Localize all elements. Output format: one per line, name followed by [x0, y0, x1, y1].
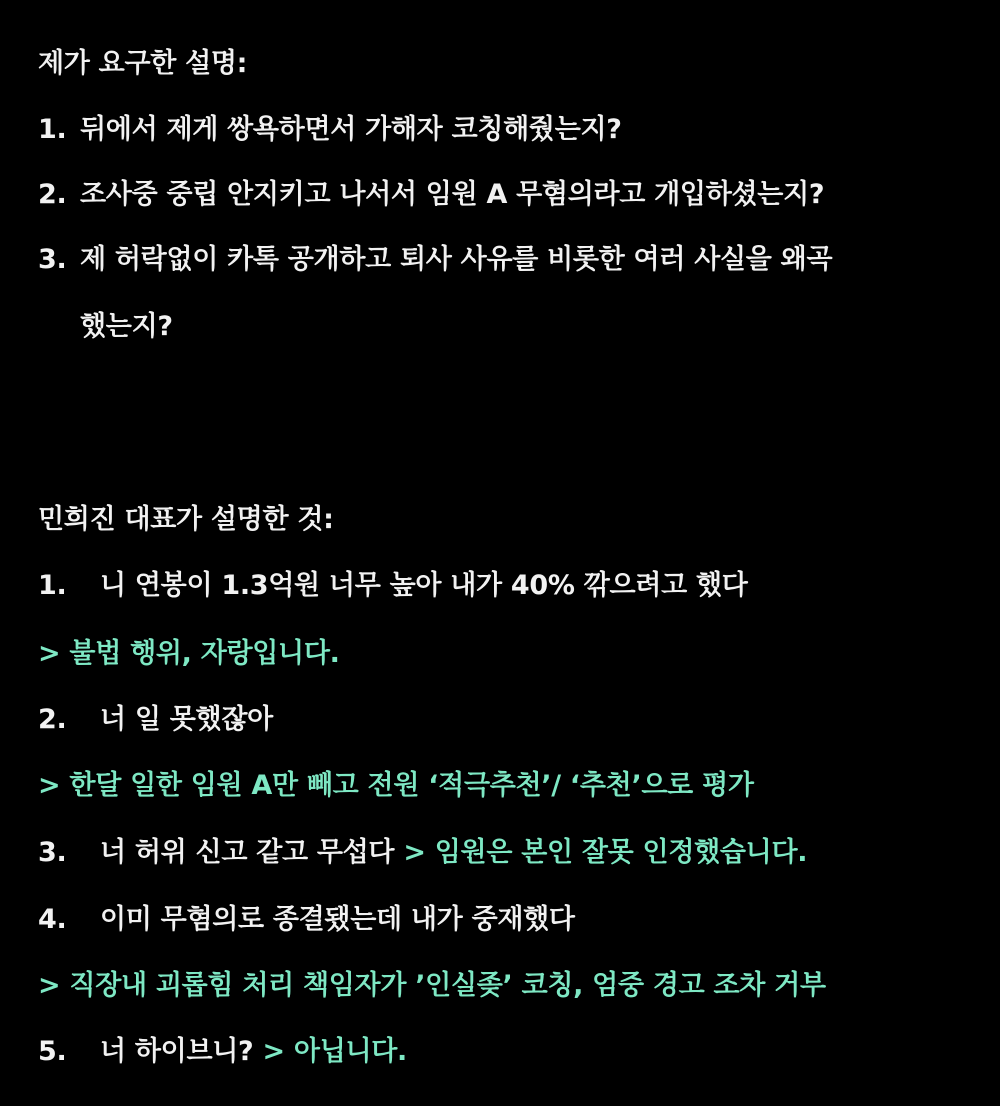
item-text: 뒤에서 제게 쌍욕하면서 가해자 코칭해줬는지? — [80, 114, 622, 145]
section2-reply-1: > 불법 행위, 자랑입니다. — [38, 638, 340, 669]
item-reply: > 아닙니다. — [262, 1036, 407, 1067]
item-text: 제 허락없이 카톡 공개하고 퇴사 사유를 비롯한 여러 사실을 왜곡 — [80, 244, 833, 275]
item-text: 너 일 못했잖아 — [100, 704, 273, 735]
item-number: 1. — [38, 114, 67, 145]
section1-heading: 제가 요구한 설명: — [38, 48, 248, 79]
item-reply: > 임원은 본인 잘못 인정했습니다. — [403, 837, 808, 868]
item-text: 너 하이브니? — [100, 1036, 254, 1067]
section1-item-1 — [38, 110, 622, 150]
item-number: 2. — [38, 704, 67, 735]
section1-item-3-continuation: 했는지? — [80, 311, 173, 342]
item-text: 이미 무혐의로 종결됐는데 내가 중재했다 — [100, 904, 575, 935]
section2-heading: 민희진 대표가 설명한 것: — [38, 504, 334, 535]
section2-reply-4: > 직장내 괴롭힘 처리 책임자가 ’인실좆’ 코칭, 엄중 경고 조차 거부 — [38, 970, 826, 1001]
section2-item-1 — [38, 566, 748, 606]
section2-item-4 — [38, 900, 575, 940]
section2-item-2 — [38, 700, 273, 740]
item-number: 1. — [38, 570, 67, 601]
item-text: 니 연봉이 1.3억원 너무 높아 내가 40% 깎으려고 했다 — [100, 570, 748, 601]
section1-item-3 — [38, 240, 832, 280]
section2-reply-2: > 한달 일한 임원 A만 빼고 전원 ‘적극추천’/ ‘추천’으로 평가 — [38, 770, 754, 801]
section2-item-5 — [38, 1032, 407, 1072]
item-number: 4. — [38, 904, 67, 935]
item-text: 너 허위 신고 같고 무섭다 — [100, 837, 395, 868]
item-number: 3. — [38, 837, 67, 868]
item-text: 조사중 중립 안지키고 나서서 임원 A 무혐의라고 개입하셨는지? — [80, 179, 825, 210]
section1-item-2 — [38, 175, 824, 215]
section2-item-3 — [38, 833, 807, 873]
item-number: 5. — [38, 1036, 67, 1067]
item-number: 2. — [38, 179, 67, 210]
item-number: 3. — [38, 244, 67, 275]
